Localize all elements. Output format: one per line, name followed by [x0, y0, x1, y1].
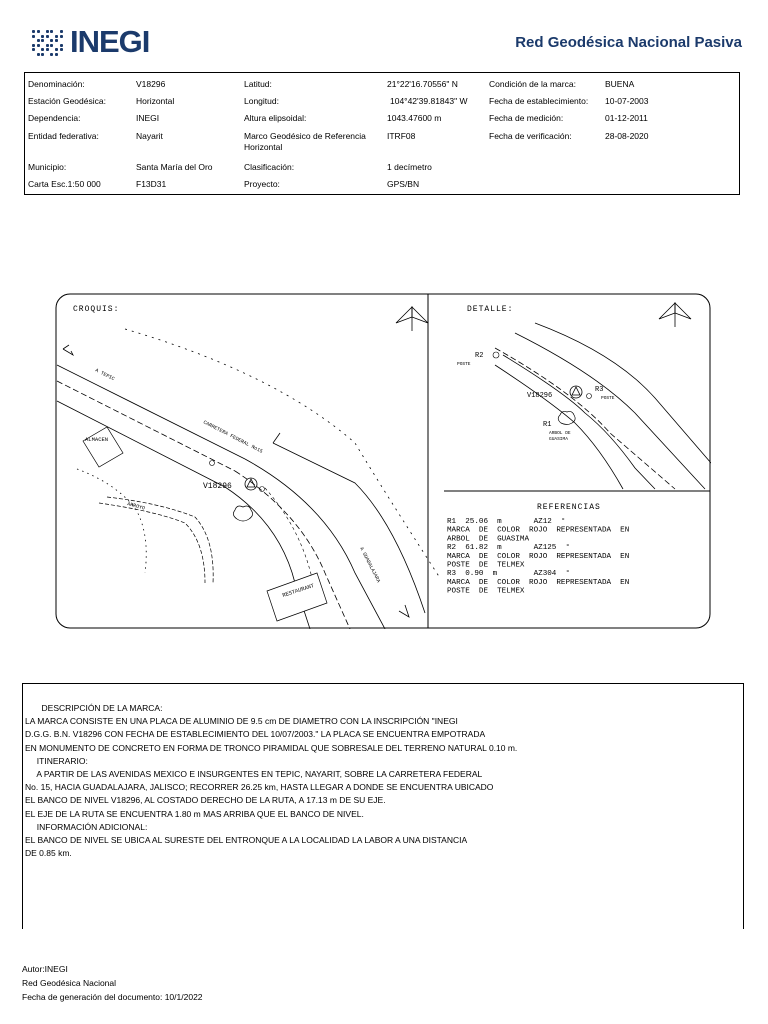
- r3-marker-icon: [587, 394, 592, 399]
- detail-r1-label: R1: [543, 421, 552, 429]
- almacen-building: [83, 427, 123, 467]
- label-fecha-verificacion: Fecha de verificación:: [489, 131, 572, 141]
- logo-dot: [46, 30, 49, 33]
- logo-dot: [32, 44, 35, 47]
- logo-dot: [32, 35, 35, 38]
- value-marco-geodesico: ITRF08: [387, 131, 416, 141]
- description-line: DESCRIPCIÓN DE LA MARCA:: [25, 703, 163, 713]
- footer-author: Autor:INEGI: [22, 964, 68, 974]
- description-line: INFORMACIÓN ADICIONAL:: [25, 821, 148, 832]
- dotted-boundary-left: [77, 469, 146, 573]
- description-line: D.G.G. B.N. V18296 CON FECHA DE ESTABLECIMIENTO DEL 10/07/2003." LA PLACA SE ENCUENTRA EMPOTRADA: [25, 729, 486, 740]
- logo-dots-icon: [32, 30, 66, 58]
- label-fecha-medicion: Fecha de medición:: [489, 113, 564, 123]
- detail-road: [495, 323, 711, 489]
- description-box: [22, 683, 744, 929]
- inegi-logo: [32, 24, 152, 62]
- value-denominacion: V18296: [136, 79, 166, 89]
- label-municipio: Municipio:: [28, 162, 67, 172]
- value-longitud: 104°42'39.81843" W: [390, 96, 468, 106]
- referencias-list: [447, 517, 629, 596]
- arrow-to-guadalajara-icon: [399, 605, 409, 617]
- logo-dot: [60, 48, 63, 51]
- logo-dot: [46, 44, 49, 47]
- footer-generated-date: Fecha de generación del documento: 10/1/2022: [22, 992, 203, 1002]
- label-latitud: Latitud:: [244, 79, 272, 89]
- referencia-line: MARCA DE COLOR ROJO REPRESENTADA EN: [447, 552, 630, 561]
- logo-dot: [41, 48, 44, 51]
- label-marco-geodesico: Marco Geodésico de Referencia Horizontal: [244, 131, 366, 152]
- detail-r2-label: R2: [475, 352, 484, 360]
- description-line: DE 0.85 km.: [25, 848, 72, 859]
- referencia-line: ARBOL DE GUASIMA: [447, 535, 530, 544]
- description-line: EL BANCO DE NIVEL SE UBICA AL SURESTE DEL ENTRONQUE A LA LOCALIDAD LA LABOR A UNA DISTANCIA: [25, 835, 468, 845]
- detail-tree-icon: [558, 411, 575, 424]
- logo-dot: [32, 48, 35, 51]
- referencia-line: POSTE DE TELMEX: [447, 587, 525, 596]
- page-title: Red Geodésica Nacional Pasiva: [515, 34, 742, 51]
- label-condicion: Condición de la marca:: [489, 79, 576, 89]
- r2-marker-icon: [493, 352, 499, 358]
- value-latitud: 21°22'16.70556" N: [387, 79, 458, 89]
- logo-dot: [60, 30, 63, 33]
- value-carta: F13D31: [136, 179, 167, 189]
- label-clasificacion: Clasificación:: [244, 162, 295, 172]
- logo-dot: [55, 39, 58, 42]
- label-dependencia: Dependencia:: [28, 113, 81, 123]
- value-proyecto: GPS/BN: [387, 179, 420, 189]
- value-municipio: Santa María del Oro: [136, 162, 213, 172]
- logo-dot: [50, 44, 53, 47]
- referencia-line: MARCA DE COLOR ROJO REPRESENTADA EN: [447, 526, 630, 535]
- detail-r3-sub: POSTE: [601, 396, 615, 401]
- referencias-title: REFERENCIAS: [537, 503, 601, 512]
- value-entidad: Nayarit: [136, 131, 163, 141]
- arrow-to-tepic-icon: [63, 345, 73, 355]
- value-estacion: Horizontal: [136, 96, 175, 106]
- logo-dot: [37, 53, 40, 56]
- detail-mark-label: V18296: [527, 392, 553, 400]
- logo-dot: [37, 44, 40, 47]
- label-estacion: Estación Geodésica:: [28, 96, 106, 106]
- description-line: A PARTIR DE LAS AVENIDAS MEXICO E INSURGENTES EN TEPIC, NAYARIT, SOBRE LA CARRETERA FEDERAL: [25, 769, 483, 779]
- logo-dot: [60, 44, 63, 47]
- logo-dot: [50, 30, 53, 33]
- svg-text:RESTAURANT: RESTAURANT: [281, 582, 316, 599]
- logo-dot: [55, 35, 58, 38]
- label-altura: Altura elipsoidal:: [244, 113, 307, 123]
- logo-dot: [50, 53, 53, 56]
- value-fecha-medicion: 01-12-2011: [605, 113, 648, 123]
- logo-dot: [41, 35, 44, 38]
- detail-survey-mark-icon: [570, 386, 582, 398]
- logo-dot: [32, 30, 35, 33]
- detail-r1-sub1: ARBOL DE: [549, 431, 571, 436]
- road-label-guadalajara: A GUADALAJARA: [358, 546, 382, 584]
- logo-dot: [46, 48, 49, 51]
- logo-dot: [41, 39, 44, 42]
- value-clasificacion: 1 decímetro: [387, 162, 432, 172]
- footer-network: Red Geodésica Nacional: [22, 978, 117, 988]
- road-label-tepic: A TEPIC: [94, 367, 116, 383]
- value-dependencia: INEGI: [136, 113, 160, 123]
- label-proyecto: Proyecto:: [244, 179, 280, 189]
- logo-dot: [37, 30, 40, 33]
- label-longitud: Longitud:: [244, 96, 279, 106]
- footer: [22, 962, 203, 1004]
- restaurant-building: [267, 573, 327, 621]
- north-arrow-detail-icon: [659, 303, 691, 327]
- description-line: EN MONUMENTO DE CONCRETO EN FORMA DE TRONCO PIRAMIDAL QUE SOBRESALE DEL TERRENO NATURAL 0.10 m.: [25, 742, 518, 753]
- logo-dot: [41, 53, 44, 56]
- highway-road: [57, 365, 425, 629]
- label-carta: Carta Esc.1:50 000: [28, 179, 101, 189]
- sketch-frame: [56, 294, 710, 628]
- label-entidad: Entidad federativa:: [28, 131, 99, 141]
- logo-dot: [37, 39, 40, 42]
- logo-wordmark: INEGI: [70, 24, 150, 59]
- logo-dot: [55, 53, 58, 56]
- referencia-line: R3 0.90 m AZ304 °: [447, 570, 571, 579]
- road-label-carretera: CARRETERA FEDERAL No15: [202, 419, 264, 455]
- label-fecha-establecimiento: Fecha de establecimiento:: [489, 96, 589, 106]
- arroyo-line-2: [107, 497, 213, 583]
- value-altura: 1043.47600 m: [387, 113, 442, 123]
- logo-dot: [55, 48, 58, 51]
- detalle-title: DETALLE:: [467, 305, 514, 314]
- description-line: EL EJE DE LA RUTA SE ENCUENTRA 1.80 m MAS ARRIBA QUE EL BANCO DE NIVEL.: [25, 808, 364, 819]
- value-fecha-establecimiento: 10-07-2003: [605, 96, 649, 106]
- label-denominacion: Denominación:: [28, 79, 85, 89]
- croquis-title: CROQUIS:: [73, 305, 120, 314]
- north-arrow-icon: [396, 307, 428, 331]
- tree-icon: [233, 506, 252, 521]
- sketch-panel: [55, 293, 711, 629]
- referencia-line: POSTE DE TELMEX: [447, 561, 525, 570]
- value-fecha-verificacion: 28-08-2020: [605, 131, 649, 141]
- logo-dot: [60, 35, 63, 38]
- station-info-table: [24, 72, 740, 195]
- logo-dot: [50, 39, 53, 42]
- detail-r2-sub: POSTE: [457, 362, 471, 367]
- referencia-line: MARCA DE COLOR ROJO REPRESENTADA EN: [447, 578, 630, 587]
- description-line: ITINERARIO:: [25, 755, 88, 766]
- description-line: LA MARCA CONSISTE EN UNA PLACA DE ALUMINIO DE 9.5 cm DE DIAMETRO CON LA INSCRIPCIÓN "INEGI: [25, 716, 458, 727]
- detail-r3-label: R3: [595, 386, 604, 394]
- logo-dot: [46, 35, 49, 38]
- description-line: No. 15, HACIA GUADALAJARA, JALISCO; RECORRER 26.25 km, HASTA LLEGAR A DONDE SE ENCUENTRA UBICADO: [25, 782, 494, 793]
- value-condicion: BUENA: [605, 79, 635, 89]
- detail-r1-sub2: GUASIMA: [549, 437, 568, 442]
- arroyo-label: ARROYO: [126, 501, 146, 512]
- svg-text:ALMACEN: ALMACEN: [85, 436, 109, 443]
- referencia-line: R1 25.06 m AZ12 °: [447, 518, 566, 526]
- croquis-mark-label: V18296: [203, 482, 232, 491]
- dotted-boundary-upper: [125, 329, 440, 578]
- description-line: EL BANCO DE NIVEL V18296, AL COSTADO DERECHO DE LA RUTA, A 17.13 m DE SU EJE.: [25, 795, 386, 806]
- referencia-line: R2 61.82 m AZ125 °: [447, 544, 571, 553]
